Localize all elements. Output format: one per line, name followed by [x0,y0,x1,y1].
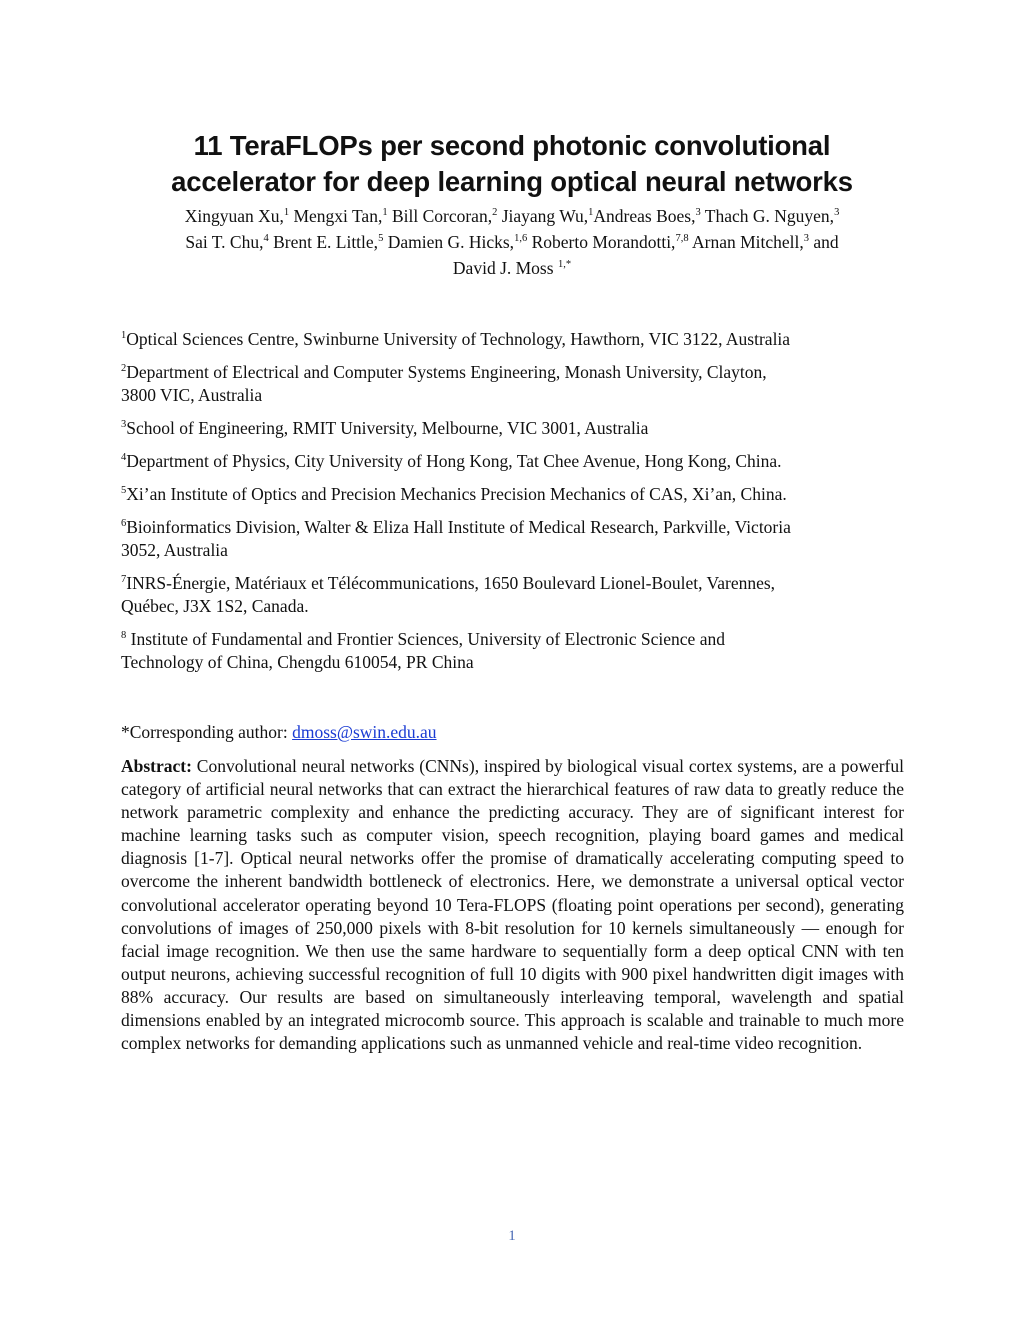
author: Damien G. Hicks,$^{1,6}$ [383,232,528,252]
affiliation: $^5$Xi’an Institute of Optics and Precision Mechanics Precision Mechanics of CAS, Xi’an, China. [121,484,787,504]
author: Sai T. Chu,$^4$ [185,232,269,252]
abstract-text: Convolutional neural networks (CNNs), inspired by biological visual cortex systems, are a powerful category of artificial neural networks that can extract the hierarchical features of raw data to greatly reduce the network parametric complexity and enhance the predicting accuracy. They are of significant interest for machine learning tasks such as computer vision, speech recognition, playing board games and medical diagnosis [1-7]. Optical neural networks offer the promise of dramatically accelerating computing speed to overcome the inherent bandwidth bottleneck of electronics. Here, we demonstrate a universal optical vector convolutional accelerator operating beyond 10 Tera-FLOPS (floating point operations per second), generating convolutions of images of 250,000 pixels with 8-bit resolution for 10 kernels simultaneously — enough for facial image recognition. We then use the same hardware to sequentially form a deep optical CNN with ten output neurons, achieving successful recognition of full 10 digits with 900 pixel handwritten digit images with 88% accuracy. Our results are based on simultaneously interleaving temporal, wavelength and spatial dimensions enabled by an integrated microcomb source. This approach is scalable and trainable to much more complex networks for demanding applications such as unmanned vehicle and real-time video recognition. [121,756,904,1054]
author: Arnan Mitchell,$^3$ [688,232,809,252]
author: Andreas Boes,$^3$ [593,206,701,226]
title-line: accelerator for deep learning optical neural networks [171,166,853,197]
author: Thach G. Nguyen,$^3$ [700,206,840,226]
author: Brent E. Little,$^5$ [268,232,384,252]
author: Jiayang Wu,$^1$ [497,206,594,226]
paper-title [120,128,904,200]
affiliation: $^3$School of Engineering, RMIT University, Melbourne, VIC 3001, Australia [121,418,649,438]
page-number: 1 [508,1228,516,1244]
corresponding-label: *Corresponding author: [121,722,293,742]
affiliation: $^2$Department of Electrical and Computer Systems Engineering, Monash University, Clayton, 3800 VIC, Australia [121,362,767,405]
author: Mengxi Tan,$^1$ [289,206,388,226]
title-line: 11 TeraFLOPs per second photonic convolutional [193,130,831,161]
affiliation: $^1$Optical Sciences Centre, Swinburne University of Technology, Hawthorn, VIC 3122, Australia [121,329,791,349]
author: Xingyuan Xu,$^1$ [184,206,290,226]
affiliation: $^6$Bioinformatics Division, Walter & Eliza Hall Institute of Medical Research, Parkville, Victoria 3052, Australia [121,517,791,560]
author: Roberto Morandotti,$^{7,8}$ [527,232,689,252]
corresponding-author [121,720,437,744]
author-line [120,229,904,255]
affiliation-list [121,328,911,684]
affiliation: $^4$Department of Physics, City University of Hong Kong, Tat Chee Avenue, Hong Kong, China. [121,451,782,471]
affiliation: $^7$INRS-Énergie, Matériaux et Télécommunications, 1650 Boulevard Lionel-Boulet, Varennes, Québec, J3X 1S2, Canada. [121,573,776,616]
affiliation: $^8$ Institute of Fundamental and Frontier Sciences, University of Electronic Science and Technology of China, Chengdu 610054, PR China [121,629,725,672]
abstract-label: Abstract: [121,756,192,776]
author-conjunction: and [809,232,839,252]
abstract [121,755,904,1055]
author-line [120,255,904,281]
corresponding-email-link[interactable]: dmoss@swin.edu.au [292,722,437,742]
author-list [120,203,904,281]
author: David J. Moss $^{1,*}$ [452,258,572,278]
author: Bill Corcoran,$^2$ [387,206,498,226]
author-line [120,203,904,229]
